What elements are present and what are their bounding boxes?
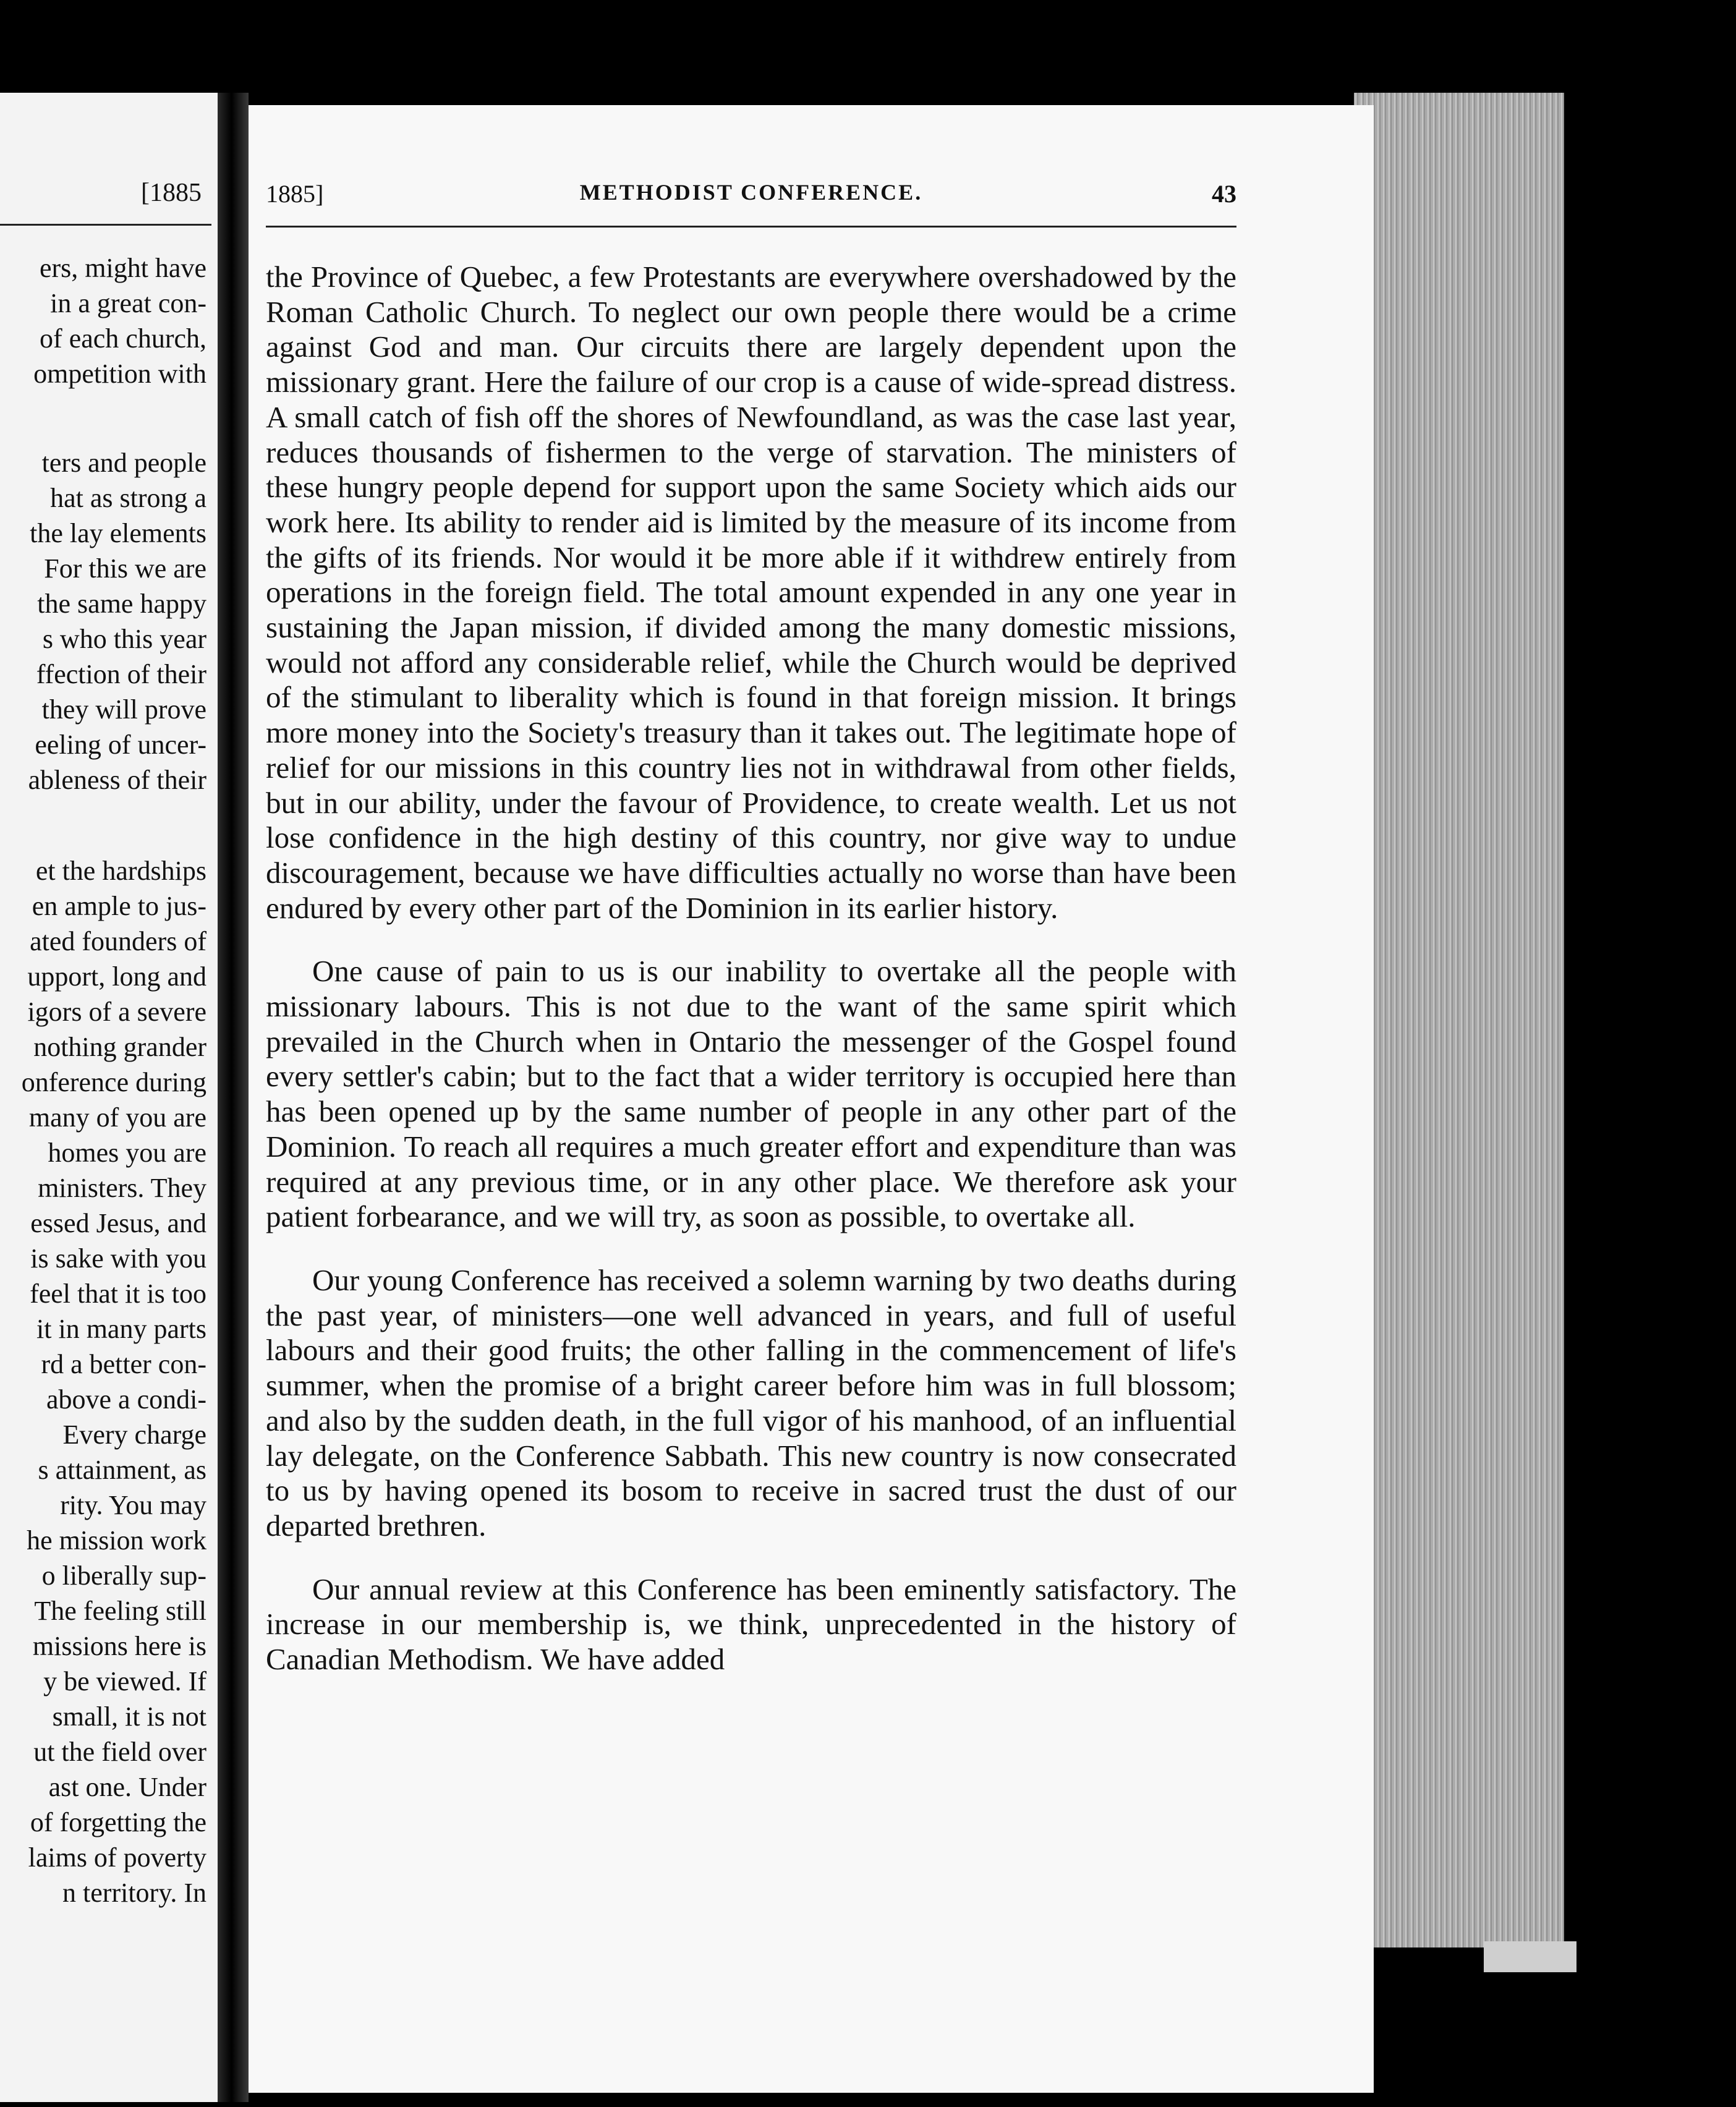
facing-page-paragraph bbox=[28, 445, 206, 798]
facing-page-line: n territory. In bbox=[62, 1878, 206, 1908]
page-number: 43 bbox=[1212, 180, 1236, 208]
paragraph-1: the Province of Quebec, a few Protestants are everywhere overshadowed by the Roman Catholic Church. To neglect our own people there would be a crime against God and man. Our circuits there are largely dependent upon the missionary grant. Here the failure of our crop is a cause of wide-spread distress. A small catch of fish off the shores of Newfoundland, as was the case last year, reduces thousands of fishermen to the verge of starvation. The ministers of these hungry people depend for support upon the same Society which aids our work here. Its ability to render aid is limited by the measure of its income from the gifts of its friends. Nor would it be more able if it withdrew entirely from operations in the foreign field. The total amount expended in any one year in sustaining the Japan mission, if divided among the many domestic missions, would not afford any considerable relief, while the Church would be deprived of the stimulant to liberality which is found in that foreign mission. It brings more money into the Society's treasury than it takes out. The legitimate hope of relief for our missions in this country lies not in withdrawal from other fields, but in our ability, under the favour of Providence, to create wealth. Let us not lose confidence in the high destiny of this country, nor give way to undue discouragement, because we have difficulties actually no worse than have been endured by every other part of the Dominion in its earlier history. bbox=[266, 260, 1236, 925]
facing-page-line: is sake with you bbox=[30, 1243, 206, 1274]
facing-page-line: ompetition with bbox=[33, 359, 206, 389]
facing-page-line: ers, might have bbox=[39, 253, 206, 283]
facing-page-line: many of you are bbox=[28, 1102, 206, 1133]
facing-page-line: of forgetting the bbox=[30, 1807, 206, 1837]
facing-page-line: The feeling still bbox=[34, 1596, 206, 1626]
facing-page-line: it in many parts bbox=[36, 1314, 206, 1344]
page-edges-bottom bbox=[1484, 1941, 1576, 1972]
facing-page-line: homes you are bbox=[48, 1138, 206, 1168]
header-title: METHODIST CONFERENCE. bbox=[579, 180, 923, 205]
facing-page-line: ut the field over bbox=[33, 1737, 206, 1767]
facing-page-line: For this we are bbox=[44, 553, 206, 584]
facing-page-paragraph bbox=[22, 853, 206, 1910]
facing-page-line: ast one. Under bbox=[48, 1772, 206, 1802]
facing-page-line: rity. You may bbox=[60, 1490, 206, 1520]
facing-page-line: s who this year bbox=[42, 624, 206, 654]
facing-page-line: ters and people bbox=[41, 448, 206, 478]
facing-page-paragraph bbox=[33, 250, 206, 391]
paragraph-2: One cause of pain to us is our inability to overtake all the people with missionary labours. This is not due to the want of the same spirit which prevailed in the Church when in Ontario the messenger of the Gospel found every settler's cabin; but to the fact that a wider territory is occupied here than has been opened up by the same number of people in any other part of the Dominion. To reach all requires a much greater effort and expenditure than was required at any previous time, or in any other place. We therefore ask your patient forbearance, and we will try, as soon as possible, to overtake all. bbox=[266, 954, 1236, 1234]
facing-page-line: the lay elements bbox=[30, 518, 206, 548]
facing-page-line: Every charge bbox=[62, 1420, 206, 1450]
facing-page-line: en ample to jus- bbox=[32, 891, 206, 921]
facing-page-line: he mission work bbox=[27, 1525, 206, 1556]
facing-page-header: [1885 bbox=[141, 179, 202, 207]
book-gutter bbox=[218, 93, 249, 2102]
facing-page-line: et the hardships bbox=[35, 856, 206, 886]
facing-page-line: of each church, bbox=[40, 323, 206, 354]
header-year: 1885] bbox=[266, 180, 324, 208]
facing-page-line: ffection of their bbox=[36, 659, 206, 689]
facing-page-line: feel that it is too bbox=[30, 1279, 206, 1309]
facing-page-line: y be viewed. If bbox=[43, 1666, 206, 1696]
facing-page-line: in a great con- bbox=[50, 288, 206, 318]
paragraph-4: Our annual review at this Conference has been eminently satisfactory. The increase in our membership is, we think, unprecedented in the history of Canadian Methodism. We have added bbox=[266, 1572, 1236, 1677]
facing-page-line: o liberally sup- bbox=[41, 1560, 206, 1591]
facing-page-line: missions here is bbox=[32, 1631, 206, 1661]
facing-page-line: nothing grander bbox=[33, 1032, 206, 1062]
facing-page-line: s attainment, as bbox=[38, 1455, 206, 1485]
facing-page-line: essed Jesus, and bbox=[30, 1208, 206, 1238]
facing-page-line: upport, long and bbox=[27, 961, 206, 992]
facing-page-line: igors of a severe bbox=[27, 997, 206, 1027]
facing-page-line: onference during bbox=[21, 1067, 206, 1097]
facing-page-line: eeling of uncer- bbox=[35, 730, 206, 760]
facing-page-line: ableness of their bbox=[28, 765, 206, 795]
facing-page-rule bbox=[0, 224, 211, 226]
body-text bbox=[266, 260, 1236, 1706]
facing-page-left bbox=[0, 93, 218, 2102]
facing-page-line: the same happy bbox=[37, 589, 206, 619]
facing-page-line: ministers. They bbox=[38, 1173, 206, 1203]
facing-page-line: hat as strong a bbox=[50, 483, 206, 513]
page-edges bbox=[1354, 93, 1564, 1947]
running-header bbox=[266, 179, 1236, 216]
facing-page-line: rd a better con- bbox=[41, 1349, 206, 1379]
facing-page-line: they will prove bbox=[41, 694, 206, 725]
facing-page-line: above a condi- bbox=[46, 1384, 206, 1415]
paragraph-3: Our young Conference has received a solemn warning by two deaths during the past year, of ministers—one well advanced in years, and full of useful labours and their good fruits; the other falling in the commencement of life's summer, when the promise of a bright career before him was in full blossom; and also by the sudden death, in the full vigor of his manhood, of an influential lay delegate, on the Conference Sabbath. This new country is now consecrated to us by having opened its bosom to receive in sacred trust the dust of our departed brethren. bbox=[266, 1262, 1236, 1543]
facing-page-line: ated founders of bbox=[30, 926, 206, 956]
facing-page-line: laims of poverty bbox=[28, 1842, 206, 1873]
facing-page-line: small, it is not bbox=[52, 1701, 206, 1732]
header-rule bbox=[266, 226, 1236, 228]
